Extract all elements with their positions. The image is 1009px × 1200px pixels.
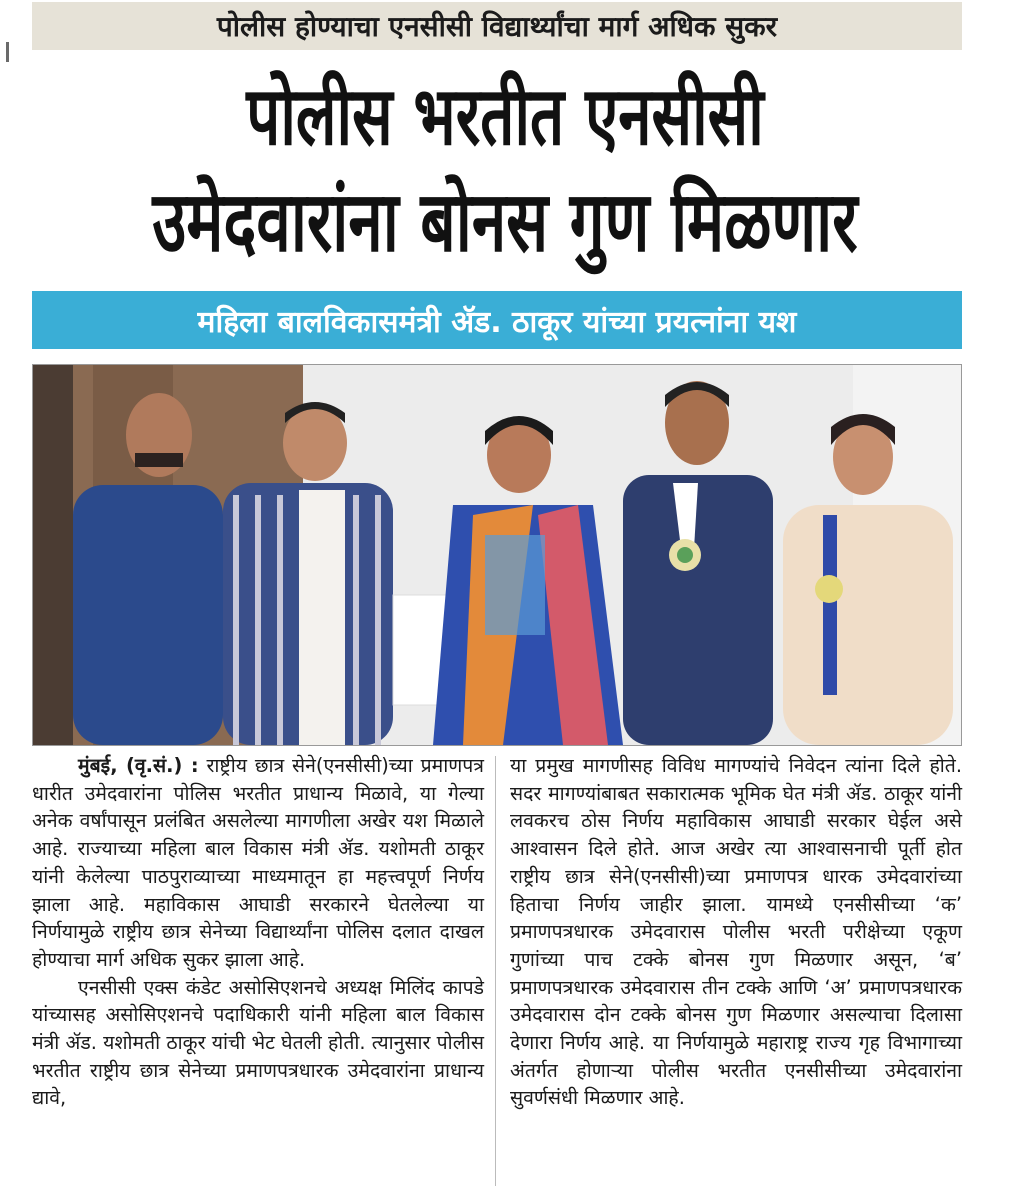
article-paragraph: या प्रमुख मागणीसह विविध मागण्यांचे निवेदन त्यांना दिले होते. सदर मागण्यांबाबत सकारात्मक भूमिक घेत मंत्री ॲड. ठाकूर यांनी लवकरच ठोस निर्णय महाविकास आघाडी सरकार घेईल असे आश्वासन दिले होते. आज अखेर त्या आश्वासनाची पूर्ती होत राष्ट्रीय छात्र सेने(एनसीसी)च्या प्रमाणपत्र धारक उमेदवारांच्या हिताचा निर्णय जाहीर झाला. यामध्ये एनसीसीच्या ‘क’ प्रमाणपत्रधारक उमेदवारास पोलीस भरती परीक्षेच्या एकूण गुणांच्या पाच टक्के बोनस गुण मिळणार असून, ‘ब’ प्रमाणपत्रधारक उमेदवारास तीन टक्के आणि ‘अ’ प्रमाणपत्रधारक उमेदवारास दोन टक्के बोनस गुण मिळणार असल्याचा दिलासा देणारा निर्णय आहे. या निर्णयामुळे महाराष्ट्र राज्य गृह विभागाच्या अंतर्गत होणाऱ्या पोलीस भरतीत एनसीसीच्या उमेदवारांना सुवर्णसंधी मिळणार आहे. [510,754,962,1110]
headline-line-1: पोलीस भरतीत एनसीसी [246,69,764,165]
article-paragraph: एनसीसी एक्स कंडेट असोसिएशनचे अध्यक्ष मिलिंद कापडे यांच्यासह असोसिएशनचे पदाधिकारी यांनी महिला बाल विकास मंत्री ॲड. यशोमती ठाकूर यांची भेट घेतली होती. त्यानुसार पोलीस भरतीत राष्ट्रीय छात्र सेनेच्या प्रमाणपत्रधारक उमेदवारांना प्राधान्य द्यावे, [32,975,484,1110]
column-divider [495,756,496,1186]
kicker-banner [32,2,962,50]
subheadline-banner [32,291,962,349]
article-column-2 [510,752,962,1192]
article-body [32,752,962,1192]
group-photo-icon [33,365,961,745]
headline-line-2: उमेदवारांना बोनस गुण मिळणार [152,172,858,271]
group-photo [32,364,962,746]
page-edge-mark [6,42,9,62]
subheadline-text: महिला बालविकासमंत्री ॲड. ठाकूर यांच्या प्रयत्नांना यश [197,304,797,340]
article-paragraph-text: राष्ट्रीय छात्र सेने(एनसीसी)च्या प्रमाणपत्र धारीत उमेदवारांना पोलिस भरतीत प्राधान्य मिळावे, या गेल्या अनेक वर्षांपासून प्रलंबित असलेल्या मागणीला अखेर यश मिळाले आहे. राज्याच्या महिला बाल विकास मंत्री ॲड. यशोमती ठाकूर यांनी केलेल्या पाठपुराव्याच्या माध्यमातून हा महत्त्वपूर्ण निर्णय झाला आहे. महाविकास आघाडी सरकारने घेतलेल्या या निर्णयामुळे राष्ट्रीय छात्र सेनेच्या विद्यार्थ्यांना पोलिस दलात दाखल होण्याचा मार्ग अधिक सुकर झाला आहे. [32,754,485,971]
article-paragraph [32,752,484,974]
kicker-text: पोलीस होण्याचा एनसीसी विद्यार्थ्यांचा मार्ग अधिक सुकर [216,10,778,43]
article-column-1 [32,752,484,1192]
dateline: मुंबई, (वृ.सं.) : [78,754,199,777]
headline [20,60,990,280]
